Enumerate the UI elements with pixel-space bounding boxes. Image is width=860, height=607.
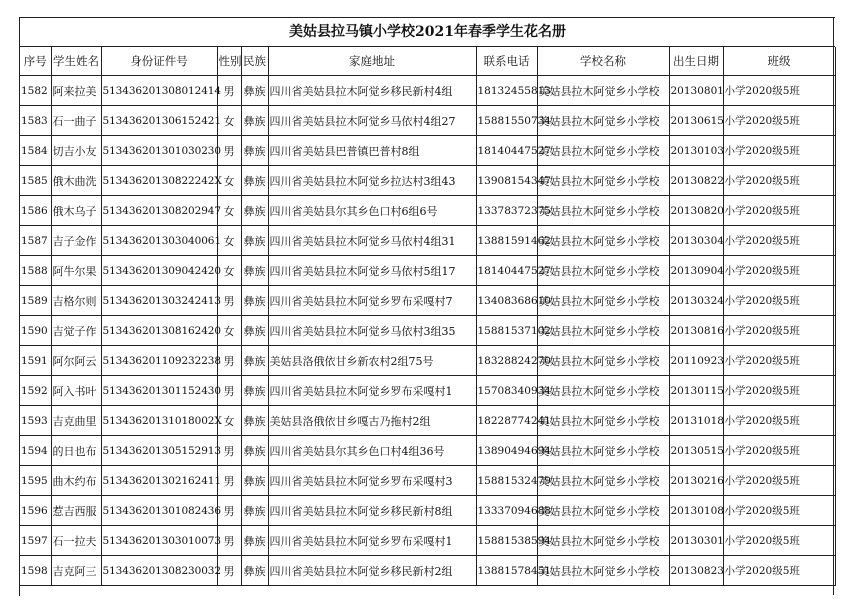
cell-class: 小学2020级5班 — [723, 76, 835, 106]
cell-seq: 1596 — [20, 496, 51, 526]
cell-phone: 15708340934 — [476, 376, 537, 406]
cell-seq: 1584 — [20, 136, 51, 166]
cell-dob: 20130301 — [669, 526, 723, 556]
cell-phone: 15881550734 — [476, 106, 537, 136]
cell-phone: 15881538594 — [476, 526, 537, 556]
cell-phone: 13378372375 — [476, 196, 537, 226]
cell-name: 阿入书叶 — [51, 376, 101, 406]
cell-address: 四川省美姑县拉木阿觉乡罗布采嘎村3 — [268, 466, 476, 496]
cell-dob: 20110923 — [669, 346, 723, 376]
cell-ethnicity: 彝族 — [241, 556, 268, 586]
cell-phone: 13408368610 — [476, 286, 537, 316]
cell-id-number: 51343620131018002X — [101, 406, 217, 436]
cell-school: 美姑县拉木阿觉乡小学校 — [537, 466, 669, 496]
cell-address: 四川省美姑县拉木阿觉乡罗布采嘎村1 — [268, 376, 476, 406]
cell-ethnicity: 彝族 — [241, 436, 268, 466]
table-header-row — [20, 47, 835, 76]
header-class: 班级 — [723, 47, 835, 76]
table-row — [20, 226, 835, 256]
cell-dob: 20130816 — [669, 316, 723, 346]
cell-id-number: 513436201305152913 — [101, 436, 217, 466]
cell-name: 切吉小友 — [51, 136, 101, 166]
cell-class: 小学2020级5班 — [723, 406, 835, 436]
cell-phone: 13908154347 — [476, 166, 537, 196]
header-phone: 联系电话 — [476, 47, 537, 76]
document-title: 美姑县拉马镇小学校2021年春季学生花名册 — [20, 18, 835, 47]
cell-id-number: 513436201109232238 — [101, 346, 217, 376]
cell-address: 四川省美姑县巴普镇巴普村8组 — [268, 136, 476, 166]
cell-seq: 1586 — [20, 196, 51, 226]
header-address: 家庭地址 — [268, 47, 476, 76]
cell-sex: 女 — [217, 106, 241, 136]
cell-seq: 1583 — [20, 106, 51, 136]
cell-id-number: 513436201306152421 — [101, 106, 217, 136]
cell-phone: 18228774241 — [476, 406, 537, 436]
cell-sex: 男 — [217, 466, 241, 496]
cell-address: 四川省美姑县拉木阿觉乡马依村3组35 — [268, 316, 476, 346]
cell-seq: 1590 — [20, 316, 51, 346]
cell-address: 四川省美姑县拉木阿觉乡罗布采嘎村7 — [268, 286, 476, 316]
cell-ethnicity: 彝族 — [241, 226, 268, 256]
cell-name: 吉克阿三 — [51, 556, 101, 586]
cell-school: 美姑县拉木阿觉乡小学校 — [537, 556, 669, 586]
sheet-right-border — [833, 17, 834, 595]
cell-name: 石一拉夫 — [51, 526, 101, 556]
cell-id-number: 51343620130822242X — [101, 166, 217, 196]
cell-phone: 13881578451 — [476, 556, 537, 586]
cell-address: 四川省美姑县尔其乡色口村4组36号 — [268, 436, 476, 466]
cell-class: 小学2020级5班 — [723, 436, 835, 466]
cell-class: 小学2020级5班 — [723, 316, 835, 346]
cell-dob: 20130324 — [669, 286, 723, 316]
cell-class: 小学2020级5班 — [723, 496, 835, 526]
table-row — [20, 136, 835, 166]
table-row — [20, 376, 835, 406]
cell-sex: 男 — [217, 376, 241, 406]
header-dob: 出生日期 — [669, 47, 723, 76]
cell-sex: 男 — [217, 136, 241, 166]
cell-name: 吉觉子作 — [51, 316, 101, 346]
cell-dob: 20130801 — [669, 76, 723, 106]
cell-school: 美姑县拉木阿觉乡小学校 — [537, 496, 669, 526]
cell-ethnicity: 彝族 — [241, 346, 268, 376]
cell-phone: 13890494694 — [476, 436, 537, 466]
cell-ethnicity: 彝族 — [241, 496, 268, 526]
cell-name: 阿来拉美 — [51, 76, 101, 106]
cell-phone: 18328824270 — [476, 346, 537, 376]
cell-phone: 15881532479 — [476, 466, 537, 496]
cell-seq: 1598 — [20, 556, 51, 586]
cell-address: 四川省美姑县拉木阿觉乡移民新村4组 — [268, 76, 476, 106]
cell-class: 小学2020级5班 — [723, 256, 835, 286]
cell-address: 美姑县洛俄依甘乡新农村2组75号 — [268, 346, 476, 376]
cell-name: 的日也布 — [51, 436, 101, 466]
cell-school: 美姑县拉木阿觉乡小学校 — [537, 526, 669, 556]
cell-ethnicity: 彝族 — [241, 136, 268, 166]
cell-school: 美姑县拉木阿觉乡小学校 — [537, 436, 669, 466]
cell-phone: 18132455813 — [476, 76, 537, 106]
table-row — [20, 286, 835, 316]
cell-id-number: 513436201301082436 — [101, 496, 217, 526]
cell-seq: 1589 — [20, 286, 51, 316]
cell-class: 小学2020级5班 — [723, 196, 835, 226]
cell-address: 四川省美姑县拉木阿觉乡拉达村3组43 — [268, 166, 476, 196]
cell-school: 美姑县拉木阿觉乡小学校 — [537, 226, 669, 256]
cell-class: 小学2020级5班 — [723, 556, 835, 586]
cell-phone: 13881591462 — [476, 226, 537, 256]
table-row — [20, 76, 835, 106]
cell-dob: 20130108 — [669, 496, 723, 526]
cell-school: 美姑县拉木阿觉乡小学校 — [537, 286, 669, 316]
cell-school: 美姑县拉木阿觉乡小学校 — [537, 406, 669, 436]
cell-class: 小学2020级5班 — [723, 166, 835, 196]
cell-class: 小学2020级5班 — [723, 526, 835, 556]
table-row — [20, 526, 835, 556]
cell-dob: 20130115 — [669, 376, 723, 406]
header-id: 身份证件号 — [101, 47, 217, 76]
cell-dob: 20131018 — [669, 406, 723, 436]
cell-seq: 1588 — [20, 256, 51, 286]
cell-sex: 男 — [217, 556, 241, 586]
cell-address: 美姑县洛俄依甘乡嘎古乃拖村2组 — [268, 406, 476, 436]
cell-name: 阿尔阿云 — [51, 346, 101, 376]
table-row — [20, 556, 835, 586]
header-ethnicity: 民族 — [241, 47, 268, 76]
cell-seq: 1595 — [20, 466, 51, 496]
cell-name: 阿牛尔果 — [51, 256, 101, 286]
cell-ethnicity: 彝族 — [241, 256, 268, 286]
cell-school: 美姑县拉木阿觉乡小学校 — [537, 76, 669, 106]
cell-id-number: 513436201303010073 — [101, 526, 217, 556]
table-row — [20, 106, 835, 136]
cell-sex: 女 — [217, 406, 241, 436]
cell-id-number: 513436201308162420 — [101, 316, 217, 346]
cell-id-number: 513436201303040061 — [101, 226, 217, 256]
cell-dob: 20130822 — [669, 166, 723, 196]
table-row — [20, 406, 835, 436]
cell-seq: 1594 — [20, 436, 51, 466]
cell-address: 四川省美姑县拉木阿觉乡马依村4组31 — [268, 226, 476, 256]
cell-dob: 20130216 — [669, 466, 723, 496]
cell-ethnicity: 彝族 — [241, 166, 268, 196]
cell-ethnicity: 彝族 — [241, 376, 268, 406]
cell-seq: 1582 — [20, 76, 51, 106]
cell-sex: 女 — [217, 256, 241, 286]
cell-ethnicity: 彝族 — [241, 406, 268, 436]
cell-ethnicity: 彝族 — [241, 316, 268, 346]
cell-id-number: 513436201309042420 — [101, 256, 217, 286]
cell-dob: 20130103 — [669, 136, 723, 166]
cell-dob: 20130515 — [669, 436, 723, 466]
cell-name: 石一曲子 — [51, 106, 101, 136]
cell-phone: 13337094688 — [476, 496, 537, 526]
cell-address: 四川省美姑县拉木阿觉乡马依村4组27 — [268, 106, 476, 136]
cell-phone: 18140447527 — [476, 256, 537, 286]
cell-school: 美姑县拉木阿觉乡小学校 — [537, 256, 669, 286]
cell-id-number: 513436201308202947 — [101, 196, 217, 226]
cell-name: 俄木乌子 — [51, 196, 101, 226]
header-sex: 性别 — [217, 47, 241, 76]
table-row — [20, 496, 835, 526]
cell-dob: 20130823 — [669, 556, 723, 586]
roster-sheet — [19, 17, 835, 596]
cell-name: 惹吉西服 — [51, 496, 101, 526]
cell-phone: 15881537102 — [476, 316, 537, 346]
cell-seq: 1593 — [20, 406, 51, 436]
cell-sex: 女 — [217, 316, 241, 346]
cell-school: 美姑县拉木阿觉乡小学校 — [537, 346, 669, 376]
cell-seq: 1585 — [20, 166, 51, 196]
cell-class: 小学2020级5班 — [723, 346, 835, 376]
cell-class: 小学2020级5班 — [723, 376, 835, 406]
cell-address: 四川省美姑县拉木阿觉乡移民新村2组 — [268, 556, 476, 586]
cell-sex: 男 — [217, 346, 241, 376]
cell-name: 吉子金作 — [51, 226, 101, 256]
cell-dob: 20130304 — [669, 226, 723, 256]
cell-name: 吉格尔则 — [51, 286, 101, 316]
cell-sex: 女 — [217, 226, 241, 256]
cell-name: 俄木曲洗 — [51, 166, 101, 196]
table-body — [20, 76, 835, 586]
cell-ethnicity: 彝族 — [241, 76, 268, 106]
table-row — [20, 196, 835, 226]
cell-address: 四川省美姑县尔其乡色口村6组6号 — [268, 196, 476, 226]
cell-dob: 20130615 — [669, 106, 723, 136]
cell-name: 吉克曲里 — [51, 406, 101, 436]
cell-ethnicity: 彝族 — [241, 196, 268, 226]
student-roster-table — [20, 47, 836, 586]
cell-ethnicity: 彝族 — [241, 286, 268, 316]
cell-phone: 18140447527 — [476, 136, 537, 166]
cell-sex: 男 — [217, 436, 241, 466]
cell-class: 小学2020级5班 — [723, 466, 835, 496]
cell-id-number: 513436201302162411 — [101, 466, 217, 496]
table-row — [20, 466, 835, 496]
cell-school: 美姑县拉木阿觉乡小学校 — [537, 376, 669, 406]
cell-id-number: 513436201301030230 — [101, 136, 217, 166]
cell-sex: 男 — [217, 526, 241, 556]
cell-school: 美姑县拉木阿觉乡小学校 — [537, 106, 669, 136]
cell-id-number: 513436201303242413 — [101, 286, 217, 316]
cell-ethnicity: 彝族 — [241, 526, 268, 556]
table-row — [20, 166, 835, 196]
header-name: 学生姓名 — [51, 47, 101, 76]
table-row — [20, 256, 835, 286]
cell-ethnicity: 彝族 — [241, 466, 268, 496]
cell-school: 美姑县拉木阿觉乡小学校 — [537, 166, 669, 196]
cell-id-number: 513436201308230032 — [101, 556, 217, 586]
cell-class: 小学2020级5班 — [723, 286, 835, 316]
cell-class: 小学2020级5班 — [723, 106, 835, 136]
cell-name: 曲木约布 — [51, 466, 101, 496]
cell-ethnicity: 彝族 — [241, 106, 268, 136]
cell-seq: 1587 — [20, 226, 51, 256]
cell-seq: 1592 — [20, 376, 51, 406]
cell-address: 四川省美姑县拉木阿觉乡马依村5组17 — [268, 256, 476, 286]
header-seq: 序号 — [20, 47, 51, 76]
cell-sex: 女 — [217, 166, 241, 196]
header-school: 学校名称 — [537, 47, 669, 76]
cell-dob: 20130820 — [669, 196, 723, 226]
cell-school: 美姑县拉木阿觉乡小学校 — [537, 196, 669, 226]
cell-seq: 1597 — [20, 526, 51, 556]
cell-class: 小学2020级5班 — [723, 136, 835, 166]
cell-id-number: 513436201301152430 — [101, 376, 217, 406]
table-row — [20, 436, 835, 466]
cell-seq: 1591 — [20, 346, 51, 376]
cell-id-number: 513436201308012414 — [101, 76, 217, 106]
cell-school: 美姑县拉木阿觉乡小学校 — [537, 136, 669, 166]
table-row — [20, 316, 835, 346]
cell-sex: 女 — [217, 196, 241, 226]
cell-dob: 20130904 — [669, 256, 723, 286]
cell-sex: 男 — [217, 76, 241, 106]
cell-school: 美姑县拉木阿觉乡小学校 — [537, 316, 669, 346]
cell-class: 小学2020级5班 — [723, 226, 835, 256]
cell-address: 四川省美姑县拉木阿觉乡罗布采嘎村1 — [268, 526, 476, 556]
cell-sex: 男 — [217, 286, 241, 316]
table-row — [20, 346, 835, 376]
cell-sex: 男 — [217, 496, 241, 526]
cell-address: 四川省美姑县拉木阿觉乡移民新村8组 — [268, 496, 476, 526]
